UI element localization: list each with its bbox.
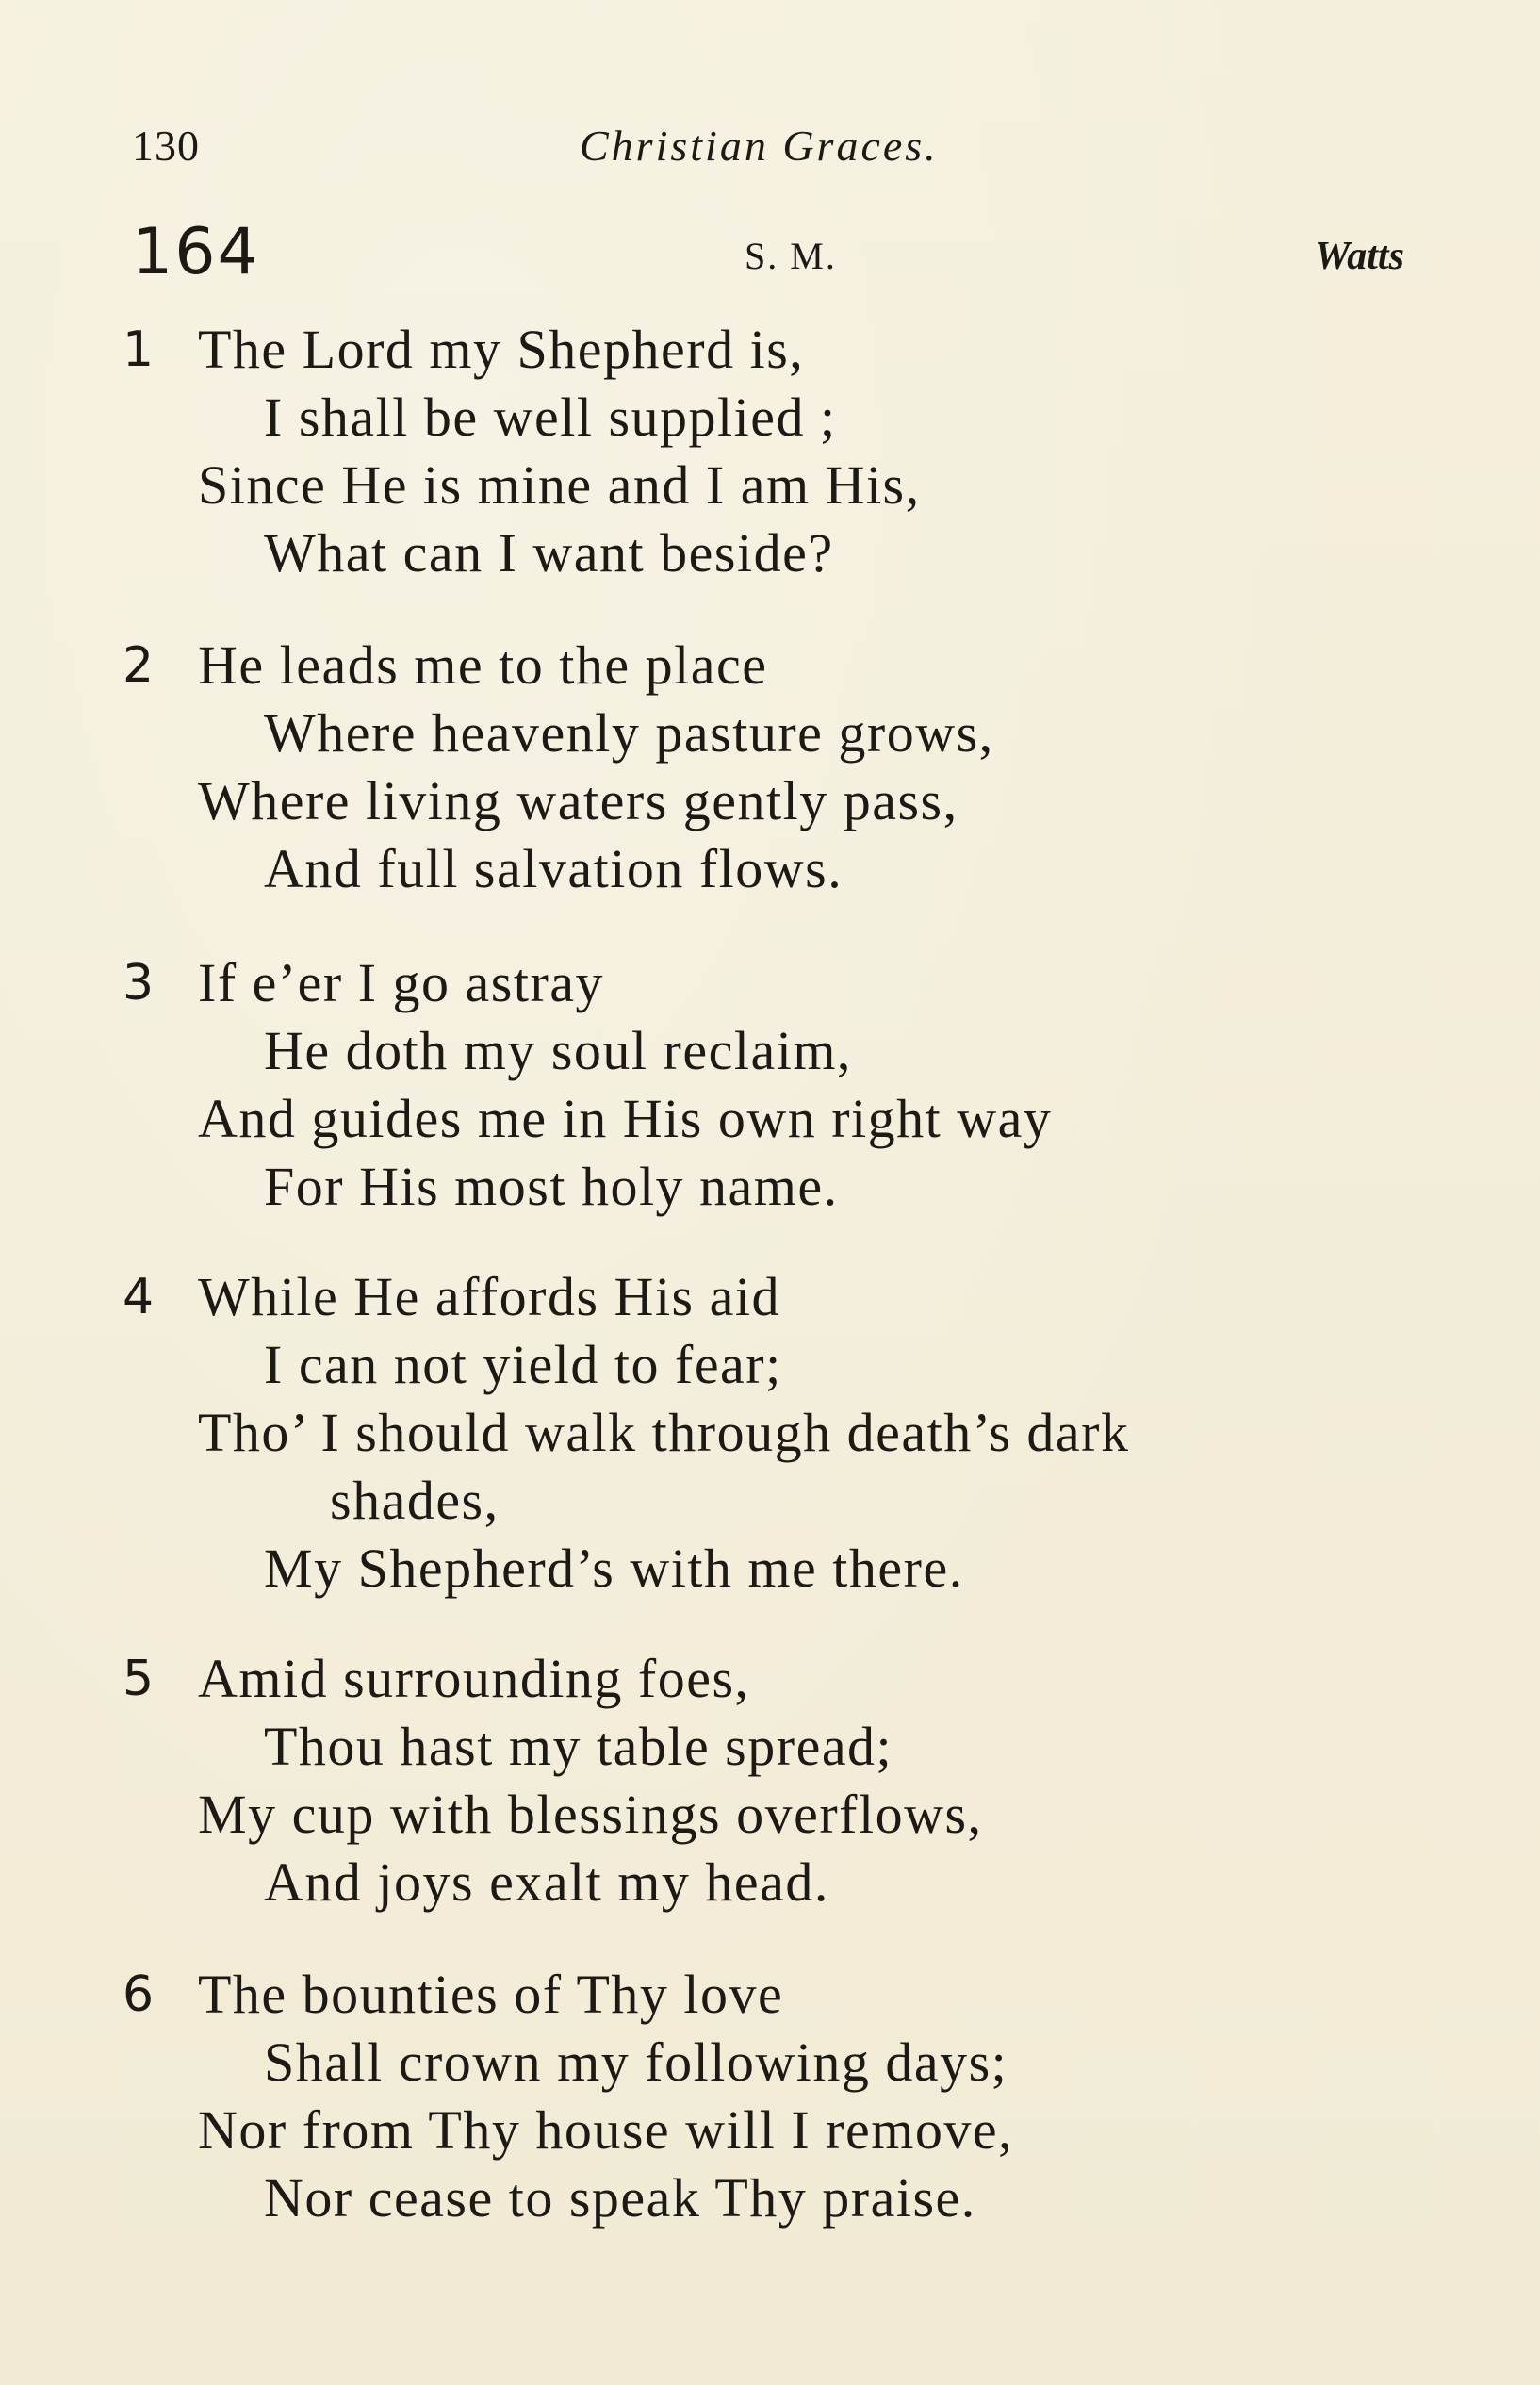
line-text: While He affords His aid xyxy=(198,1266,780,1327)
line-text: I can not yield to fear; xyxy=(264,1334,782,1395)
line-text: Where heavenly pasture grows, xyxy=(264,702,994,764)
hymn-number: 164 xyxy=(132,215,260,289)
stanza-line xyxy=(123,1645,1499,1713)
line-text: If e’er I go astray xyxy=(198,952,605,1013)
stanza-line xyxy=(123,1961,1499,2029)
line-text: He doth my soul reclaim, xyxy=(264,1020,852,1081)
line-text: Where living waters gently pass, xyxy=(198,770,958,831)
stanza-line xyxy=(123,1263,1499,1331)
line-text: Amid surrounding foes, xyxy=(198,1648,750,1709)
stanza-number: 3 xyxy=(123,955,156,1012)
stanza-number: 4 xyxy=(123,1269,156,1325)
page-header xyxy=(132,121,1018,177)
stanza-line xyxy=(123,1017,1499,1085)
stanza-number: 2 xyxy=(123,637,156,694)
stanza-line xyxy=(123,519,1499,587)
hymn-author: Watts xyxy=(1315,235,1404,278)
hymn-meter: S. M. xyxy=(745,235,837,277)
stanza-number: 6 xyxy=(123,1966,156,2023)
stanza-2 xyxy=(123,632,1499,903)
line-text: And full salvation flows. xyxy=(264,838,844,899)
line-text: What can I want beside? xyxy=(264,522,834,584)
stanza-line xyxy=(123,1153,1499,1221)
line-text: The Lord my Shepherd is, xyxy=(198,319,805,380)
line-text: My Shepherd’s with me there. xyxy=(264,1538,964,1599)
stanza-line xyxy=(123,1713,1499,1781)
stanza-line xyxy=(123,1849,1499,1916)
line-text: I shall be well supplied ; xyxy=(264,387,837,448)
stanza-1 xyxy=(123,316,1499,587)
line-text: Shall crown my following days; xyxy=(264,2031,1008,2093)
running-title: Christian Graces. xyxy=(580,122,939,170)
line-text: He leads me to the place xyxy=(198,634,768,696)
stanza-line xyxy=(123,2029,1499,2097)
stanza-line xyxy=(123,1331,1499,1399)
stanza-6 xyxy=(123,1961,1499,2232)
stanza-line xyxy=(123,2097,1499,2164)
stanza-line xyxy=(123,452,1499,519)
stanza-line xyxy=(123,1781,1499,1849)
stanza-5 xyxy=(123,1645,1499,1916)
stanza-line xyxy=(123,2164,1499,2232)
line-text: And joys exalt my head. xyxy=(264,1851,829,1913)
line-text: Tho’ I should walk through death’s dark xyxy=(198,1402,1130,1463)
stanza-line xyxy=(123,384,1499,452)
page-number: 130 xyxy=(132,122,200,170)
stanza-3 xyxy=(123,949,1499,1221)
stanza-line xyxy=(123,767,1499,835)
stanza-line xyxy=(123,316,1499,384)
stanza-line xyxy=(123,1467,1499,1535)
stanza-line xyxy=(123,699,1499,767)
line-text: For His most holy name. xyxy=(264,1156,839,1217)
stanza-number: 1 xyxy=(123,321,156,378)
line-text: Nor cease to speak Thy praise. xyxy=(264,2167,976,2229)
stanza-line xyxy=(123,632,1499,699)
stanza-4 xyxy=(123,1263,1499,1603)
hymn-heading xyxy=(132,215,1451,300)
line-text: Thou hast my table spread; xyxy=(264,1716,893,1777)
stanza-line xyxy=(123,949,1499,1017)
stanza-line xyxy=(123,835,1499,903)
line-text: Nor from Thy house will I remove, xyxy=(198,2099,1014,2161)
stanza-line xyxy=(123,1535,1499,1603)
line-text: My cup with blessings overflows, xyxy=(198,1784,983,1845)
line-text: The bounties of Thy love xyxy=(198,1964,784,2025)
line-text: And guides me in His own right way xyxy=(198,1088,1053,1149)
line-text: Since He is mine and I am His, xyxy=(198,454,921,516)
stanza-line xyxy=(123,1399,1499,1467)
stanza-line xyxy=(123,1085,1499,1153)
stanza-number: 5 xyxy=(123,1651,156,1707)
line-text: shades, xyxy=(330,1470,500,1531)
